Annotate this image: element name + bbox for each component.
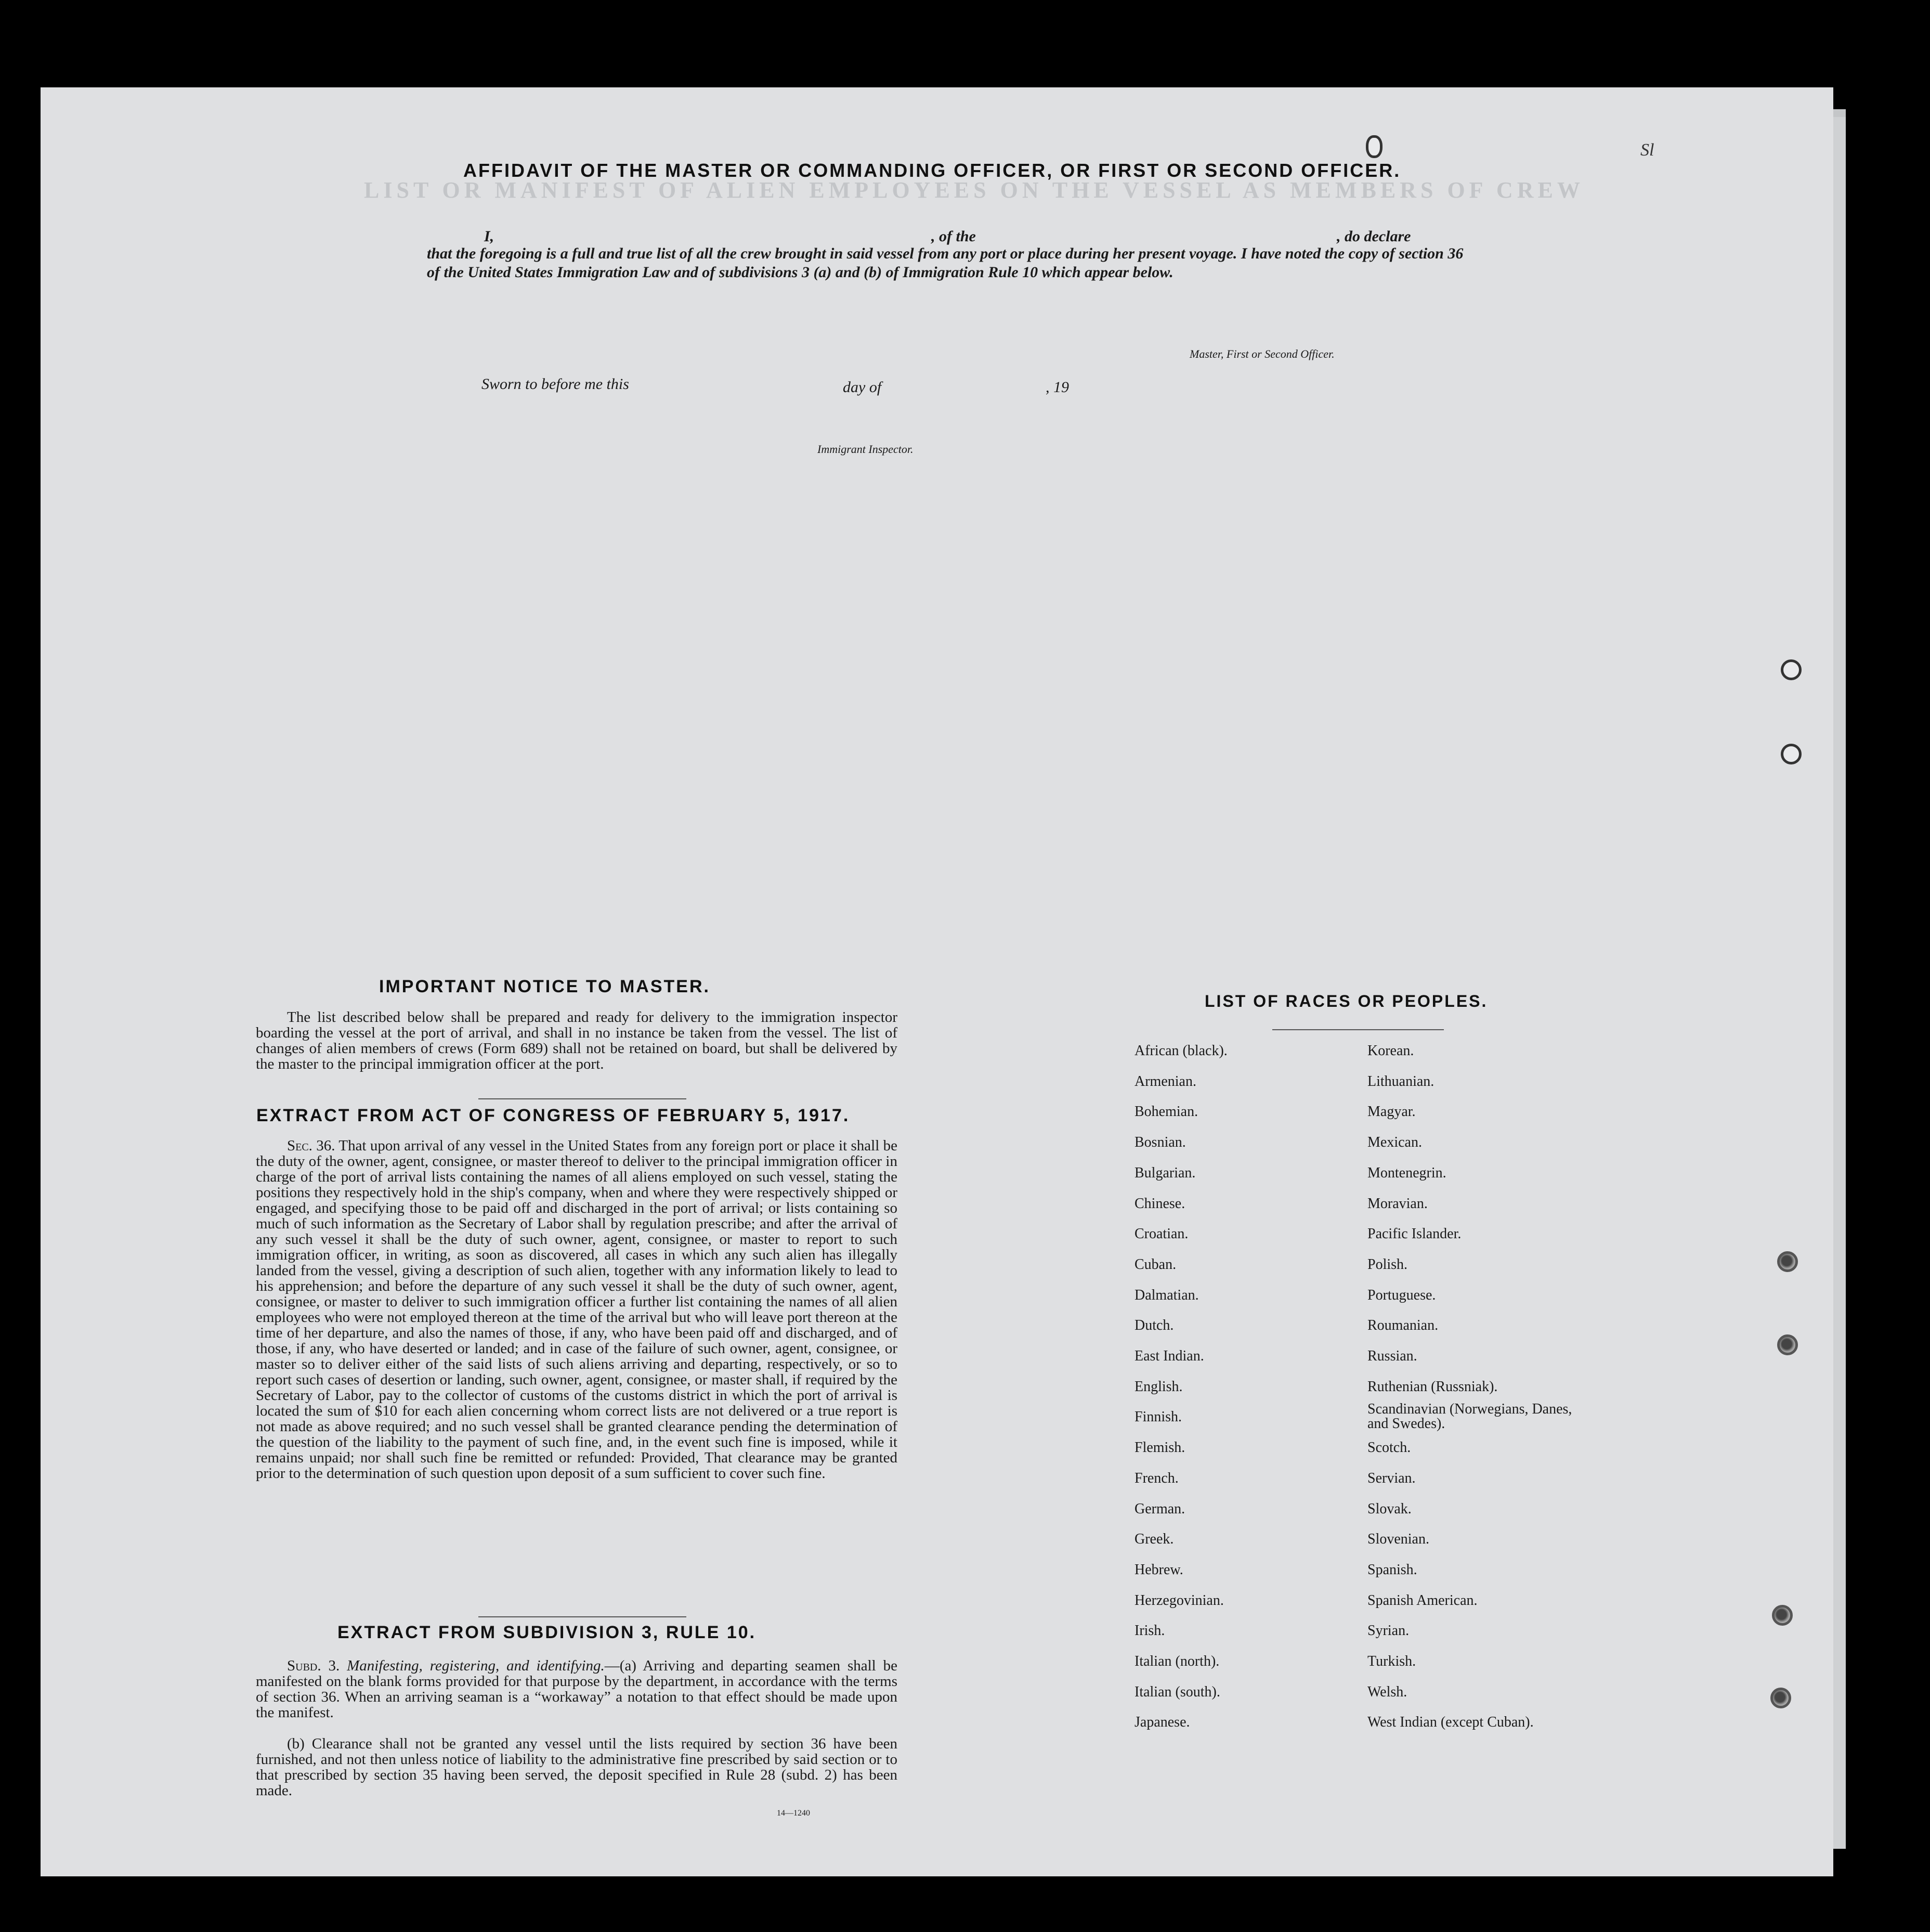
divider bbox=[1272, 1029, 1444, 1030]
subdivision-title: EXTRACT FROM SUBDIVISION 3, RULE 10. bbox=[337, 1623, 757, 1642]
race-item: Hebrew. bbox=[1134, 1561, 1183, 1578]
race-item: Servian. bbox=[1367, 1470, 1416, 1486]
punch-hole bbox=[1777, 1251, 1798, 1272]
race-item: Croatian. bbox=[1134, 1226, 1189, 1242]
race-item: Slovak. bbox=[1367, 1500, 1412, 1517]
race-item: Russian. bbox=[1367, 1348, 1417, 1365]
punch-hole bbox=[1770, 1688, 1791, 1708]
race-item: Mexican. bbox=[1367, 1134, 1422, 1151]
sworn-text: Sworn to before me this bbox=[481, 375, 629, 393]
punch-hole bbox=[1777, 1334, 1798, 1355]
race-item: West Indian (except Cuban). bbox=[1367, 1714, 1534, 1731]
year-text: , 19 bbox=[1046, 379, 1069, 396]
master-signature-label: Master, First or Second Officer. bbox=[1190, 347, 1335, 360]
divider bbox=[478, 1616, 686, 1617]
punch-hole bbox=[1781, 744, 1802, 764]
race-item: Moravian. bbox=[1367, 1195, 1428, 1212]
races-title: LIST OF RACES OR PEOPLES. bbox=[1205, 992, 1488, 1010]
subd-text-a: —(a) Arriving and departing seamen shall be manifested on the blank forms provided for that purpose by the department, in accordance with the terms of section 36. When an arriving seaman is a “workaway” a notation to that effect should be made upon the manifest. bbox=[256, 1657, 897, 1721]
punch-hole bbox=[1781, 659, 1802, 680]
race-item: Bosnian. bbox=[1134, 1134, 1186, 1151]
race-item: Dalmatian. bbox=[1134, 1287, 1199, 1303]
race-item: Scandinavian (Norwegians, Danes, and Swedes). bbox=[1367, 1401, 1572, 1432]
race-item: Korean. bbox=[1367, 1043, 1414, 1059]
race-item: Pacific Islander. bbox=[1367, 1226, 1462, 1242]
divider bbox=[478, 1098, 686, 1099]
punch-hole bbox=[1366, 135, 1383, 158]
race-item: English. bbox=[1134, 1378, 1183, 1395]
race-item: Polish. bbox=[1367, 1256, 1408, 1273]
subd-italic: Manifesting, registering, and identifying. bbox=[347, 1657, 605, 1674]
race-item: Ruthenian (Russniak). bbox=[1367, 1378, 1498, 1395]
race-item: Armenian. bbox=[1134, 1073, 1196, 1090]
corner-marking: Sl bbox=[1640, 140, 1654, 160]
race-item: Herzegovinian. bbox=[1134, 1592, 1224, 1609]
race-item: Roumanian. bbox=[1367, 1317, 1439, 1334]
day-of-text: day of bbox=[843, 379, 882, 396]
race-item: Finnish. bbox=[1134, 1409, 1182, 1425]
sec-label: Sec. 36. bbox=[287, 1137, 335, 1154]
punch-hole bbox=[1772, 1605, 1793, 1626]
race-item: French. bbox=[1134, 1470, 1179, 1486]
notice-body: The list described below shall be prepared and ready for delivery to the immigration inspector boarding the vessel at the port of arrival, and shall in no instance be taken from the vessel. The list of changes of alien members of crews (Form 689) shall not be retained on board, but shall be delivered by the master to the principal immigration officer at the port. bbox=[256, 1009, 897, 1072]
form-number: 14—1240 bbox=[777, 1809, 810, 1818]
race-item: Spanish. bbox=[1367, 1561, 1417, 1578]
affidavit-of-the: , of the bbox=[931, 228, 976, 245]
race-item: Scotch. bbox=[1367, 1440, 1411, 1456]
race-item: Japanese. bbox=[1134, 1714, 1190, 1731]
affidavit-do-declare: , do declare bbox=[1337, 228, 1411, 245]
race-item: Spanish American. bbox=[1367, 1592, 1478, 1609]
race-item: Bohemian. bbox=[1134, 1104, 1198, 1120]
subdivision-body-b: (b) Clearance shall not be granted any vessel until the lists required by section 36 have been furnished, and not then unless notice of liability to the administrative fine prescribed by said section or to that prescribed by section 35 having been served, the deposit specified in Rule 28 (subd. 2) has been made. bbox=[256, 1735, 897, 1799]
race-item: Flemish. bbox=[1134, 1440, 1185, 1456]
races-right-column bbox=[1367, 1036, 1591, 1738]
race-item: Greek. bbox=[1134, 1531, 1174, 1548]
inspector-label: Immigrant Inspector. bbox=[817, 443, 914, 456]
race-item: Syrian. bbox=[1367, 1623, 1410, 1639]
race-item: Welsh. bbox=[1367, 1683, 1407, 1700]
manifest-page: LIST OR MANIFEST OF ALIEN EMPLOYEES ON THE VESSEL AS MEMBERS OF CREW Sl AFFIDAVIT OF THE MASTER OR COMMANDING OFFICER, OR FIRST OR SECOND OFFICER. I, , of the , do declare that the foregoing is a full and true list of all the crew brought in said vessel from any port or place during her present voyage. I have noted the copy of section 36 of the United States Immigration Law and of subdivisions 3 (a) and (b) of Immigration Rule 10 which appear below. Master, First or Second Officer. Sworn to before me this day of , 19 Immigrant Inspector. IMPORTANT NOTICE TO MASTER. The list described below shall be prepared and ready for delivery to the immigration inspector boarding the vessel at the port of arrival, and shall in no instance be taken from the vessel. The list of changes of alien members of crews (Form 689) shall not be retained on board, but shall be delivered by the master to the principal immigration officer at the port. EXTRACT FROM ACT OF CONGRESS OF FEBRUARY 5, 1917. Sec. 36. That upon arrival of any vessel in the United States from any foreign port or place it shall be the duty of the owner, agent, consignee, or master thereof to deliver to the principal immigration officer in charge of the port of arrival lists containing the names of all aliens employed on such vessel, stating the positions they respectively hold in the ship's company, when and where they were respectively shipped or engaged, and specifying those to be paid off and discharged in the port of arrival; or lists containing so much of such information as the Secretary of Labor shall by regulation prescribe; and after the arrival of any such vessel it shall be the duty of such owner, agent, consignee, or master to report to such immigration officer, in writing, as soon as discovered, all cases in which any such alien has illegally landed from the vessel, giving a description of such alien, together with any information likely to lead to his apprehension; and before the departure of any such vessel it shall be the duty of such owner, agent, consignee, or master to deliver to such immigration officer a further list containing the names of all alien employees who were not employed thereon at the time of the arrival but who will leave port thereon at the time of her departure, and also the names of those, if any, who have been paid off and discharged, and of those, if any, who have deserted or landed; and in case of the failure of such owner, agent, consignee, or master so to deliver either of the said lists of such aliens arriving and departing, respectively, or so to report such cases of desertion or landing, such owner, agent, consignee, or master shall, if required by the Secretary of Labor, pay to the collector of customs of the customs district in which the port of arrival is located the sum of $10 for each alien concerning whom correct lists are not delivered or a true report is not made as above required; and no such vessel shall be granted clearance pending the determination of the question of the liability to the payment of such fine, and, in the event such fine is imposed, while it remains unpaid; nor shall such fine be remitted or refunded: Provided, That clearance may be granted prior to the determination of such question upon deposit of a sum sufficient to cover such fine. EXTRACT FROM SUBDIVISION 3, RULE 10. Subd. 3. Manifesting, registering, and identifying.—(a) Arriving and departing seamen shall be manifested on the blank forms provided for that purpose by the department, in accordance with the terms of section 36. When an arriving seaman is a “workaway” a notation to that effect should be made upon the manifest. (b) Clearance shall not be granted any vessel until the lists required by section 36 have been furnished, and not then unless notice of liability to the administrative fine prescribed by said section or to that prescribed by section 35 having been served, the deposit specified in Rule 28 (subd. 2) has been made. 14—1240 LIST OF RACES OR PEOPLES. African (black). Armenian. Bohemian. Bosnian. Bulgarian. Chinese. Croatian. Cuban. Dalmatian. Dutch. East Indian. English. Finnish. Flemish. French. German. Greek. Hebrew. Herzegovinian. Irish. Italian (north). Italian (south). Japanese. Korean. Lithuanian. Magyar. Mexican. Montenegrin. Moravian. Pacific Islander. Polish. Portuguese. Roumanian. Russian. Ruthenian (Russniak). Scandinavian (Norwegians, Danes, and Swedes). Scotch. Servian. Slovak. Slovenian. Spanish. Spanish American. Syrian. Turkish. Welsh. West Indian (except Cuban). bbox=[41, 87, 1833, 1876]
affidavit-i: I, bbox=[484, 228, 494, 245]
race-item: Montenegrin. bbox=[1367, 1164, 1446, 1181]
race-item: Lithuanian. bbox=[1367, 1073, 1435, 1090]
race-item: Italian (south). bbox=[1134, 1683, 1220, 1700]
race-item: Magyar. bbox=[1367, 1104, 1416, 1120]
subd-label: Subd. 3. bbox=[287, 1657, 340, 1674]
race-item: Slovenian. bbox=[1367, 1531, 1429, 1548]
race-item: Cuban. bbox=[1134, 1256, 1177, 1273]
race-item: Chinese. bbox=[1134, 1195, 1185, 1212]
race-item: Dutch. bbox=[1134, 1317, 1174, 1334]
race-item: Irish. bbox=[1134, 1623, 1165, 1639]
affidavit-body: that the foregoing is a full and true list of all the crew brought in said vessel from any port or place during her present voyage. I have noted the copy of section 36 of the United States Immigration Law and of subdivisions 3 (a) and (b) of Immigration Rule 10 which appear below. bbox=[427, 245, 1464, 281]
race-item: German. bbox=[1134, 1500, 1185, 1517]
race-item: Turkish. bbox=[1367, 1653, 1416, 1670]
races-left-column bbox=[1134, 1036, 1228, 1738]
notice-title: IMPORTANT NOTICE TO MASTER. bbox=[379, 977, 710, 996]
act-title: EXTRACT FROM ACT OF CONGRESS OF FEBRUARY 5, 1917. bbox=[256, 1106, 850, 1125]
race-item: Bulgarian. bbox=[1134, 1164, 1196, 1181]
race-item: East Indian. bbox=[1134, 1348, 1204, 1365]
subdivision-body-a bbox=[256, 1658, 897, 1720]
race-item: Italian (north). bbox=[1134, 1653, 1220, 1670]
race-item: African (black). bbox=[1134, 1043, 1228, 1059]
sec-text: That upon arrival of any vessel in the United States from any foreign port or place it shall be the duty of the owner, agent, consignee, or master thereof to deliver to the principal immigration officer in charge of the port of arrival lists containing the names of all aliens employed on such vessel, stating the positions they respectively hold in the ship's company, when and where they were respectively shipped or engaged, and specifying those to be paid off and discharged in the port of arrival; or lists containing so much of such information as the Secretary of Labor shall by regulation prescribe; and after the arrival of any such vessel it shall be the duty of such owner, agent, consignee, or master to report to such immigration officer, in writing, as soon as discovered, all cases in which any such alien has illegally landed from the vessel, giving a description of such alien, together with any information likely to lead to his apprehension; and before the departure of any such vessel it shall be the duty of such owner, agent, consignee, or master to deliver to such immigration officer a further list containing the names of all alien employees who were not employed thereon at the time of the arrival but who will leave port thereon at the time of her departure, and also the names of those, if any, who have been paid off and discharged, and of those, if any, who have deserted or landed; and in case of the failure of such owner, agent, consignee, or master so to deliver either of the said lists of such aliens arriving and departing, respectively, or so to report such cases of desertion or landing, such owner, agent, consignee, or master shall, if required by the Secretary of Labor, pay to the collector of customs of the customs district in which the port of arrival is located the sum of $10 for each alien concerning whom correct lists are not delivered or a true report is not made as above required; and no such vessel shall be granted clearance pending the determination of the question of the liability to the payment of such fine, and, in the event such fine is imposed, while it remains unpaid; nor shall such fine be remitted or refunded: Provided, That clearance may be granted prior to the determination of such question upon deposit of a sum sufficient to cover such fine. bbox=[256, 1137, 897, 1482]
act-body bbox=[256, 1138, 897, 1481]
affidavit-title: AFFIDAVIT OF THE MASTER OR COMMANDING OFFICER, OR FIRST OR SECOND OFFICER. bbox=[463, 160, 1401, 181]
race-item: Portuguese. bbox=[1367, 1287, 1436, 1303]
